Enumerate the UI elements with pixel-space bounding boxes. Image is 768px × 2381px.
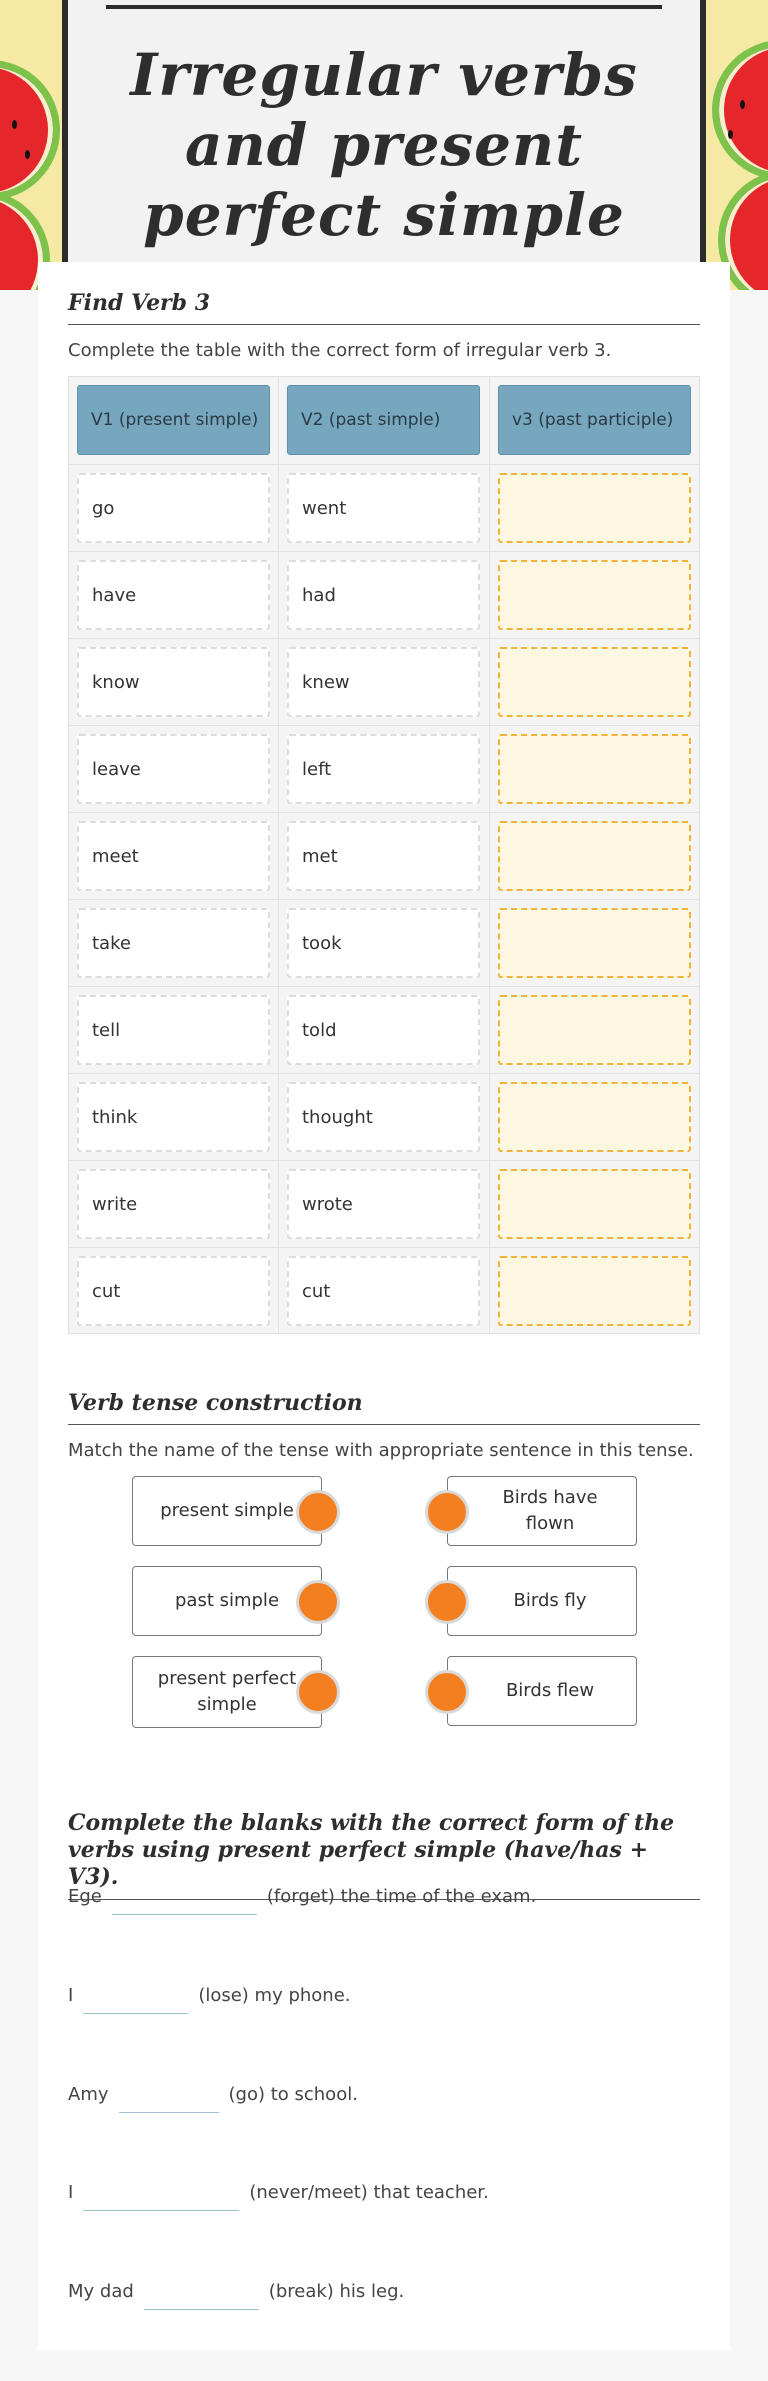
section-instruction: Complete the table with the correct form of irregular verb 3. (68, 340, 612, 361)
v1-cell: have (77, 560, 270, 630)
v3-answer-field[interactable] (498, 734, 691, 804)
match-connector-dot[interactable] (296, 1580, 340, 1624)
v3-answer-field[interactable] (498, 1082, 691, 1152)
v2-cell: went (287, 473, 480, 543)
v2-cell: had (287, 560, 480, 630)
v3-answer-field[interactable] (498, 560, 691, 630)
v3-answer-field[interactable] (498, 821, 691, 891)
v2-cell: wrote (287, 1169, 480, 1239)
table-row (69, 725, 699, 812)
sentence-end: (lose) my phone. (198, 1984, 351, 2006)
table-row (69, 1073, 699, 1160)
answer-blank[interactable] (83, 1986, 188, 2014)
sentence-end: (forget) the time of the exam. (266, 1885, 537, 1907)
title-card (62, 0, 706, 262)
sentence-start: I (68, 2181, 74, 2203)
v3-answer-field[interactable] (498, 647, 691, 717)
v1-cell: cut (77, 1256, 270, 1326)
v1-cell: go (77, 473, 270, 543)
v3-answer-field[interactable] (498, 1256, 691, 1326)
section-title-complete-blanks: Complete the blanks with the correct form of the verbs using present perfect simple (have/has + V3). (68, 1810, 700, 1900)
v1-cell: take (77, 908, 270, 978)
worksheet-title: Irregular verbs and present perfect simple (130, 41, 638, 249)
fill-sentence (68, 1975, 708, 2015)
column-header: V1 (present simple) (77, 385, 270, 455)
answer-blank[interactable] (144, 2282, 259, 2310)
answer-blank[interactable] (112, 1887, 257, 1915)
v1-cell: know (77, 647, 270, 717)
v2-cell: took (287, 908, 480, 978)
table-row (69, 812, 699, 899)
v2-cell: cut (287, 1256, 480, 1326)
table-row (69, 464, 699, 551)
v3-answer-field[interactable] (498, 995, 691, 1065)
table-row (69, 638, 699, 725)
match-tense-box[interactable]: present simple (132, 1476, 322, 1546)
verb-table (68, 376, 700, 1334)
match-connector-dot[interactable] (425, 1580, 469, 1624)
sentence-end: (never/meet) that teacher. (249, 2181, 489, 2203)
sentence-start: Ege (68, 1885, 102, 1907)
column-header: V2 (past simple) (287, 385, 480, 455)
sentence-end: (go) to school. (228, 2083, 358, 2105)
v1-cell: think (77, 1082, 270, 1152)
table-header-row (69, 377, 699, 464)
match-sentence-box[interactable]: Birds have flown (447, 1476, 637, 1546)
v2-cell: told (287, 995, 480, 1065)
sentence-end: (break) his leg. (268, 2280, 405, 2302)
v1-cell: tell (77, 995, 270, 1065)
section-title-verb-tense: Verb tense construction (68, 1390, 700, 1425)
sentence-start: Amy (68, 2083, 109, 2105)
v2-cell: left (287, 734, 480, 804)
match-tense-box[interactable]: present perfect simple (132, 1656, 322, 1728)
v1-cell: meet (77, 821, 270, 891)
sentence-start: My dad (68, 2280, 134, 2302)
v2-cell: knew (287, 647, 480, 717)
v3-answer-field[interactable] (498, 473, 691, 543)
table-row (69, 1247, 699, 1334)
match-sentence-box[interactable]: Birds fly (447, 1566, 637, 1636)
header-banner (0, 0, 768, 290)
fill-sentence (68, 2172, 708, 2212)
worksheet-panel (38, 262, 730, 2350)
table-row (69, 986, 699, 1073)
match-tense-box[interactable]: past simple (132, 1566, 322, 1636)
watermelon-decoration (0, 60, 60, 200)
match-connector-dot[interactable] (425, 1490, 469, 1534)
answer-blank[interactable] (119, 2085, 219, 2113)
table-row (69, 899, 699, 986)
match-connector-dot[interactable] (296, 1490, 340, 1534)
table-row (69, 551, 699, 638)
fill-sentence (68, 1876, 708, 1916)
match-connector-dot[interactable] (425, 1670, 469, 1714)
column-header: v3 (past participle) (498, 385, 691, 455)
section-instruction: Match the name of the tense with appropriate sentence in this tense. (68, 1440, 694, 1461)
sentence-start: I (68, 1984, 74, 2006)
fill-sentence (68, 2074, 708, 2114)
match-sentence-box[interactable]: Birds flew (447, 1656, 637, 1726)
v2-cell: met (287, 821, 480, 891)
v3-answer-field[interactable] (498, 908, 691, 978)
table-row (69, 1160, 699, 1247)
v1-cell: leave (77, 734, 270, 804)
section-title-find-verb3: Find Verb 3 (68, 290, 700, 325)
watermelon-decoration (712, 40, 768, 180)
match-connector-dot[interactable] (296, 1670, 340, 1714)
v1-cell: write (77, 1169, 270, 1239)
v2-cell: thought (287, 1082, 480, 1152)
answer-blank[interactable] (83, 2183, 239, 2211)
v3-answer-field[interactable] (498, 1169, 691, 1239)
fill-sentence (68, 2271, 708, 2311)
